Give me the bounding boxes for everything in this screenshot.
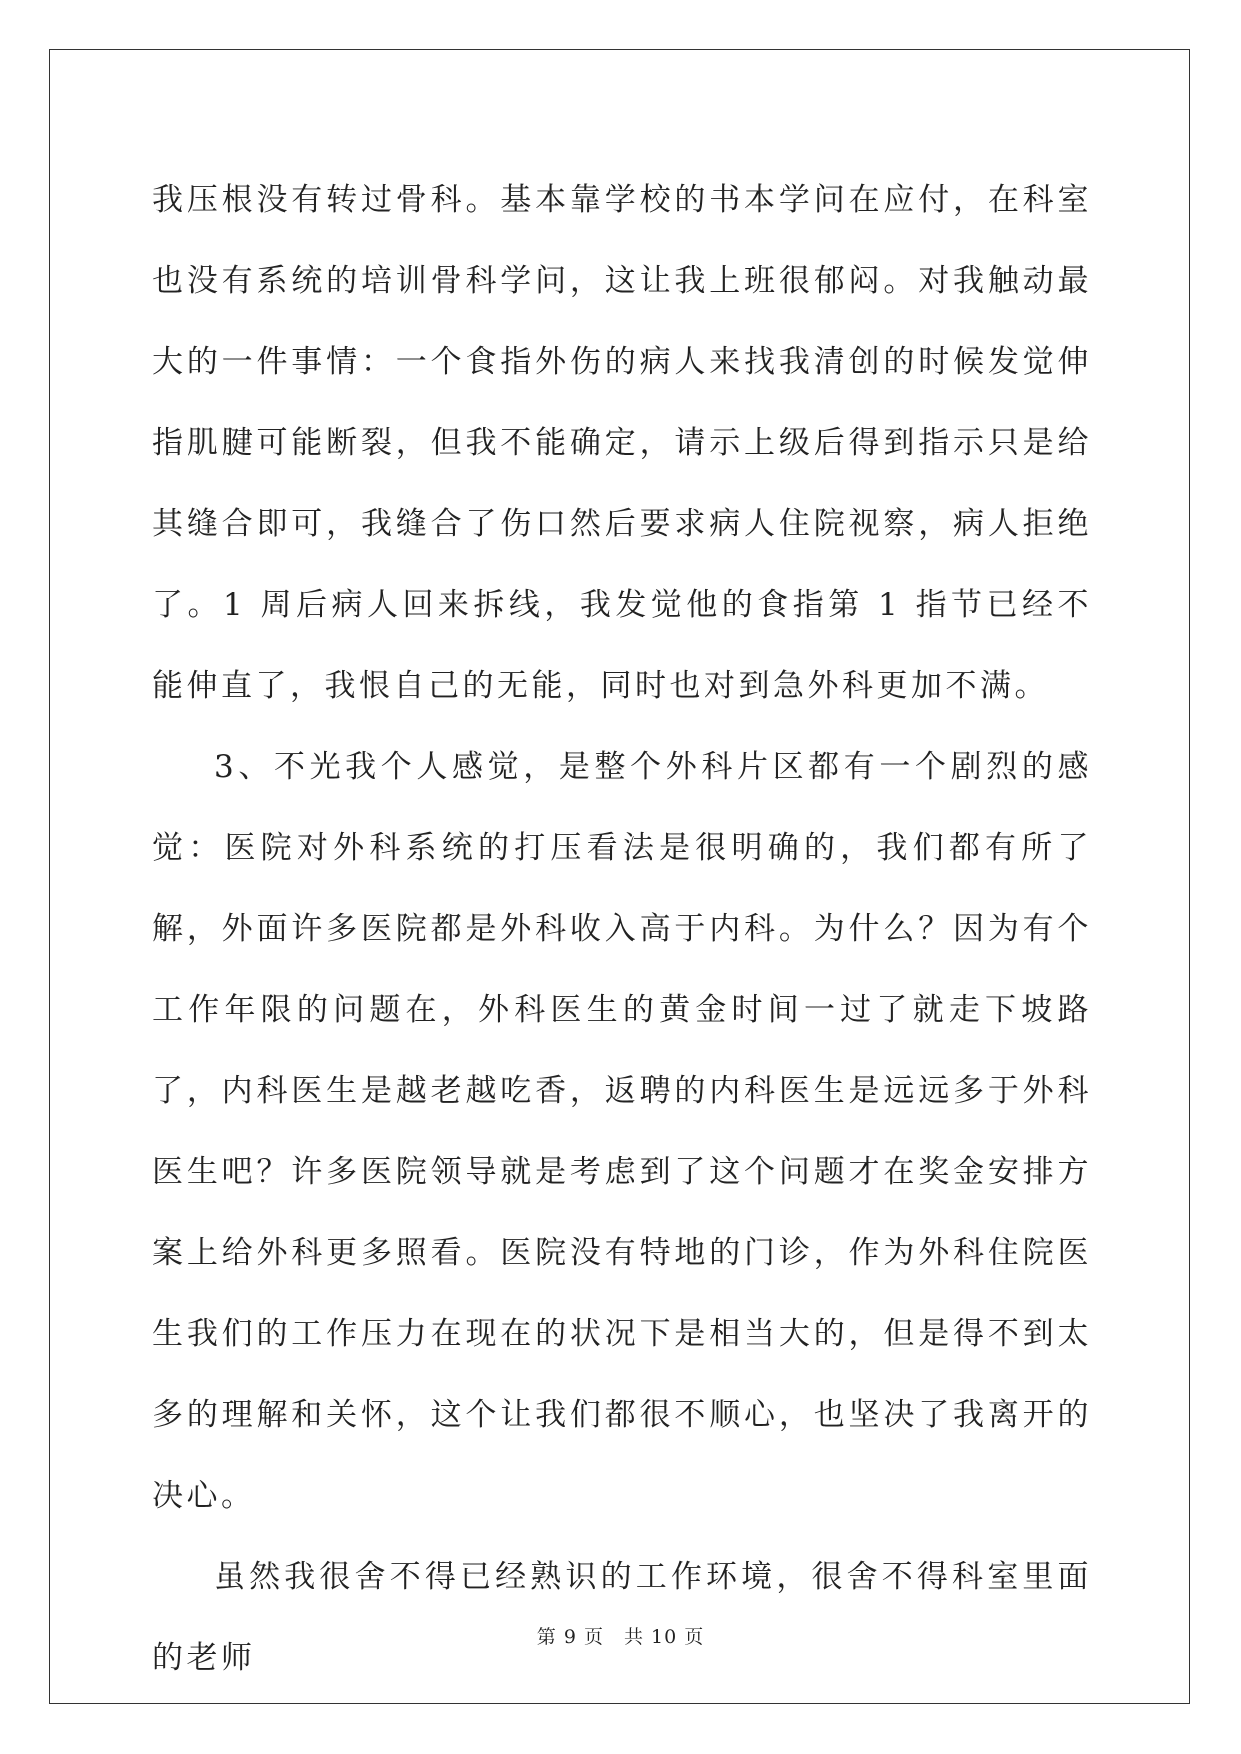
document-body	[152, 160, 1092, 1699]
paragraph-1: 我压根没有转过骨科。基本靠学校的书本学问在应付，在科室也没有系统的培训骨科学问，这让我上班很郁闷。对我触动最大的一件事情：一个食指外伤的病人来找我清创的时候发觉伸指肌腱可能断裂，但我不能确定，请示上级后得到指示只是给其缝合即可，我缝合了伤口然后要求病人住院视察，病人拒绝了。1 周后病人回来拆线，我发觉他的食指第 1 指节已经不能伸直了，我恨自己的无能，同时也对到急外科更加不满。	[152, 182, 1092, 704]
paragraph-2: 3、不光我个人感觉，是整个外科片区都有一个剧烈的感觉：医院对外科系统的打压看法是很明确的，我们都有所了解，外面许多医院都是外科收入高于内科。为什么？因为有个工作年限的问题在，外科医生的黄金时间一过了就走下坡路了，内科医生是越老越吃香，返聘的内科医生是远远多于外科医生吧？许多医院领导就是考虑到了这个问题才在奖金安排方案上给外科更多照看。医院没有特地的门诊，作为外科住院医生我们的工作压力在现在的状况下是相当大的，但是得不到太多的理解和关怀，这个让我们都很不顺心，也坚决了我离开的决心。	[152, 749, 1092, 1514]
page-number-footer: 第 9 页 共 10 页	[536, 1626, 705, 1648]
paragraph-3: 虽然我很舍不得已经熟识的工作环境，很舍不得科室里面的老师	[152, 1559, 1092, 1676]
